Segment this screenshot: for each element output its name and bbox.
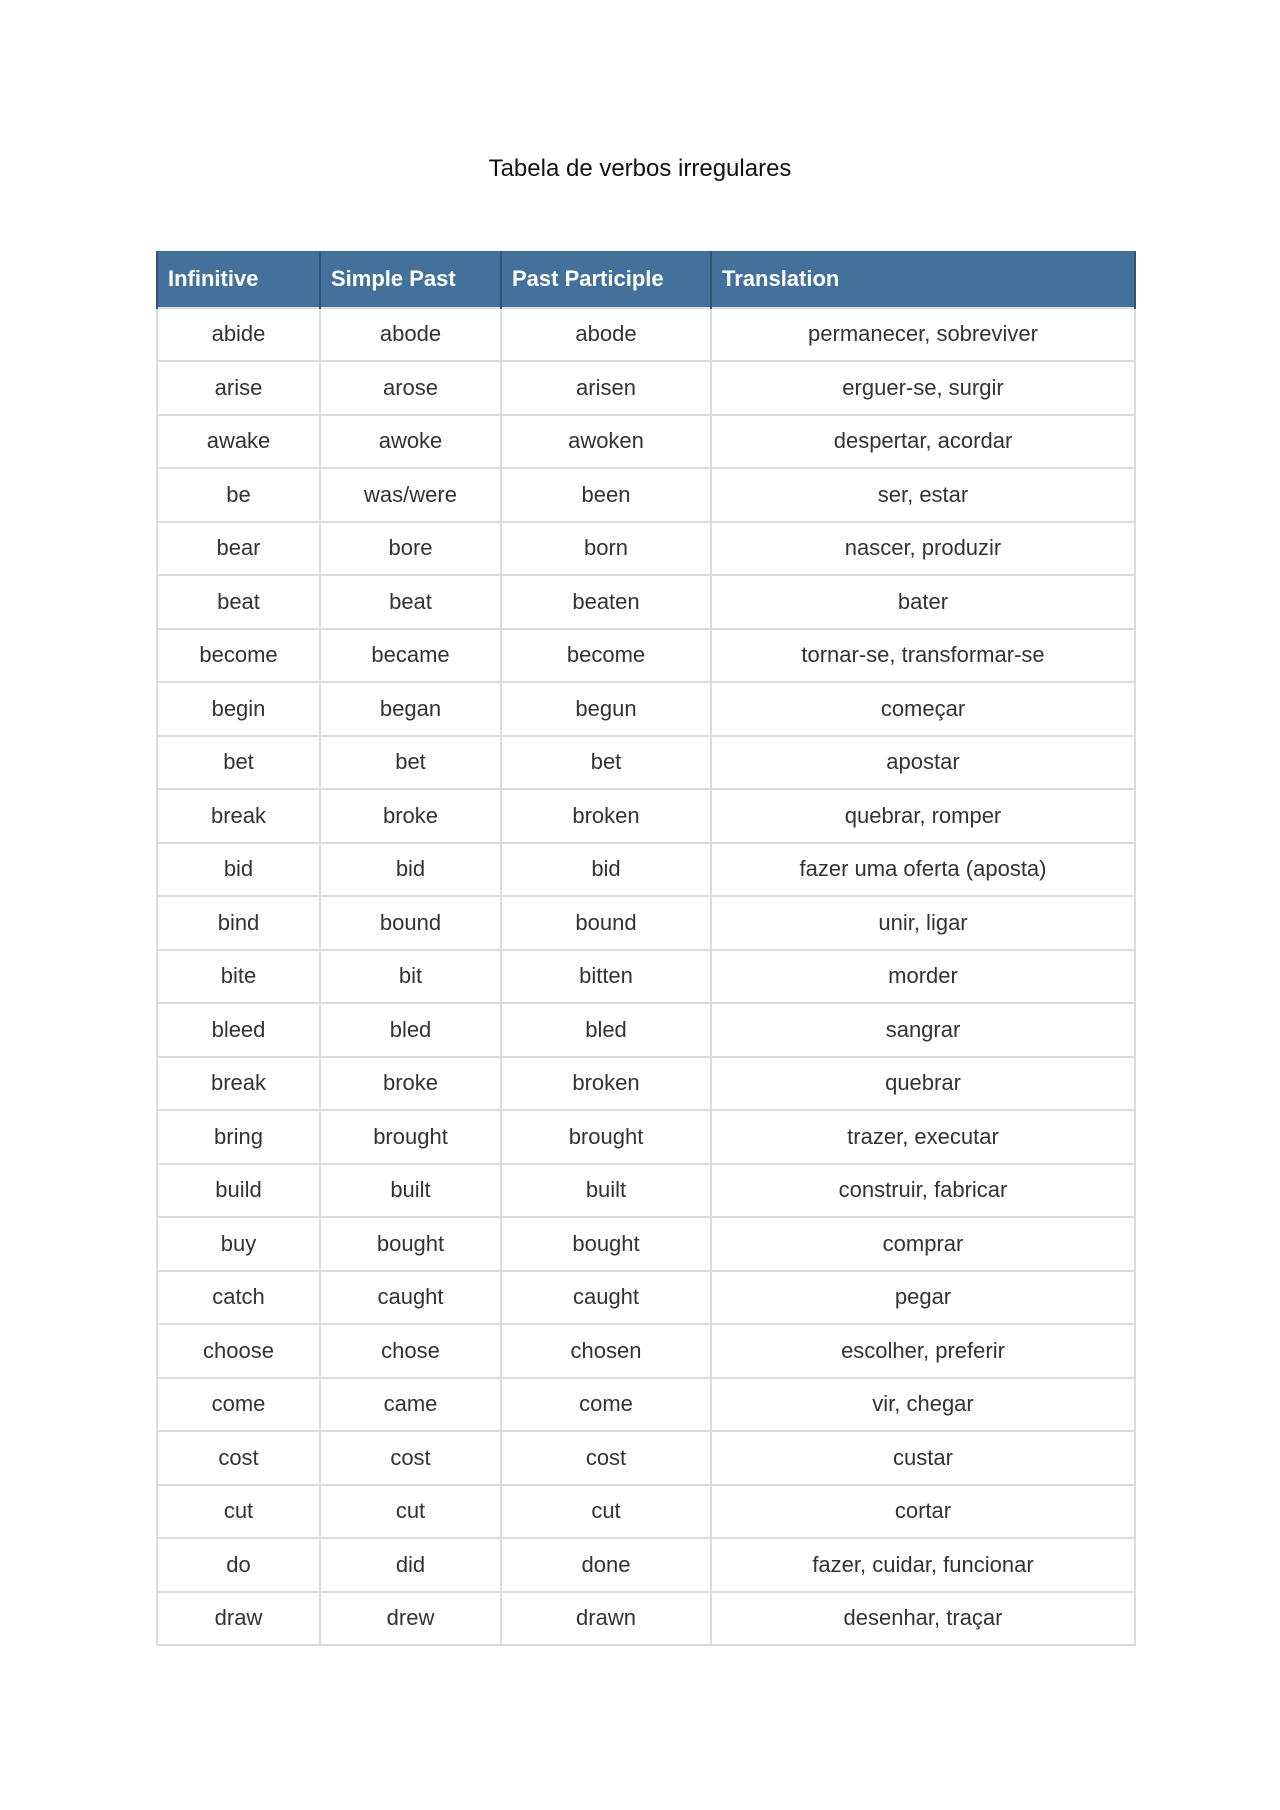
translation-cell: quebrar, romper <box>711 789 1135 843</box>
table-body <box>157 308 1135 1646</box>
simple-past-cell: became <box>320 629 501 683</box>
translation-cell: morder <box>711 950 1135 1004</box>
table-row <box>157 896 1135 950</box>
simple-past-cell: came <box>320 1378 501 1432</box>
table-row <box>157 1592 1135 1646</box>
past-participle-cell: begun <box>501 682 711 736</box>
translation-cell: escolher, preferir <box>711 1324 1135 1378</box>
simple-past-cell: broke <box>320 789 501 843</box>
simple-past-cell: built <box>320 1164 501 1218</box>
simple-past-cell: bit <box>320 950 501 1004</box>
infinitive-cell: do <box>157 1538 320 1592</box>
past-participle-cell: bitten <box>501 950 711 1004</box>
translation-cell: permanecer, sobreviver <box>711 308 1135 362</box>
infinitive-cell: bleed <box>157 1003 320 1057</box>
translation-cell: sangrar <box>711 1003 1135 1057</box>
infinitive-cell: bind <box>157 896 320 950</box>
infinitive-cell: abide <box>157 308 320 362</box>
infinitive-cell: bid <box>157 843 320 897</box>
table-row <box>157 950 1135 1004</box>
translation-cell: custar <box>711 1431 1135 1485</box>
simple-past-cell: was/were <box>320 468 501 522</box>
infinitive-cell: draw <box>157 1592 320 1646</box>
past-participle-cell: done <box>501 1538 711 1592</box>
table-header-row <box>157 252 1135 308</box>
table-row <box>157 1164 1135 1218</box>
translation-cell: fazer, cuidar, funcionar <box>711 1538 1135 1592</box>
past-participle-cell: come <box>501 1378 711 1432</box>
column-header-past-participle: Past Participle <box>501 252 711 308</box>
infinitive-cell: build <box>157 1164 320 1218</box>
simple-past-cell: bid <box>320 843 501 897</box>
past-participle-cell: bet <box>501 736 711 790</box>
translation-cell: apostar <box>711 736 1135 790</box>
infinitive-cell: break <box>157 789 320 843</box>
table-row <box>157 789 1135 843</box>
past-participle-cell: arisen <box>501 361 711 415</box>
column-header-infinitive: Infinitive <box>157 252 320 308</box>
past-participle-cell: broken <box>501 789 711 843</box>
translation-cell: construir, fabricar <box>711 1164 1135 1218</box>
table-row <box>157 1485 1135 1539</box>
infinitive-cell: bear <box>157 522 320 576</box>
table-row <box>157 361 1135 415</box>
past-participle-cell: awoken <box>501 415 711 469</box>
infinitive-cell: catch <box>157 1271 320 1325</box>
simple-past-cell: cut <box>320 1485 501 1539</box>
simple-past-cell: brought <box>320 1110 501 1164</box>
past-participle-cell: bought <box>501 1217 711 1271</box>
translation-cell: cortar <box>711 1485 1135 1539</box>
infinitive-cell: bite <box>157 950 320 1004</box>
simple-past-cell: arose <box>320 361 501 415</box>
past-participle-cell: born <box>501 522 711 576</box>
past-participle-cell: built <box>501 1164 711 1218</box>
verb-table <box>156 251 1136 1646</box>
simple-past-cell: bound <box>320 896 501 950</box>
infinitive-cell: cut <box>157 1485 320 1539</box>
infinitive-cell: cost <box>157 1431 320 1485</box>
simple-past-cell: bought <box>320 1217 501 1271</box>
table-row <box>157 1217 1135 1271</box>
infinitive-cell: beat <box>157 575 320 629</box>
table-row <box>157 1057 1135 1111</box>
translation-cell: erguer-se, surgir <box>711 361 1135 415</box>
translation-cell: nascer, produzir <box>711 522 1135 576</box>
table-row <box>157 1538 1135 1592</box>
translation-cell: vir, chegar <box>711 1378 1135 1432</box>
past-participle-cell: broken <box>501 1057 711 1111</box>
translation-cell: pegar <box>711 1271 1135 1325</box>
translation-cell: despertar, acordar <box>711 415 1135 469</box>
table-row <box>157 415 1135 469</box>
table-row <box>157 682 1135 736</box>
page-title: Tabela de verbos irregulares <box>488 155 792 182</box>
translation-cell: bater <box>711 575 1135 629</box>
past-participle-cell: cut <box>501 1485 711 1539</box>
translation-cell: desenhar, traçar <box>711 1592 1135 1646</box>
simple-past-cell: bore <box>320 522 501 576</box>
translation-cell: quebrar <box>711 1057 1135 1111</box>
simple-past-cell: cost <box>320 1431 501 1485</box>
table-row <box>157 1110 1135 1164</box>
past-participle-cell: cost <box>501 1431 711 1485</box>
infinitive-cell: bet <box>157 736 320 790</box>
past-participle-cell: become <box>501 629 711 683</box>
past-participle-cell: brought <box>501 1110 711 1164</box>
table-row <box>157 468 1135 522</box>
translation-cell: fazer uma oferta (aposta) <box>711 843 1135 897</box>
infinitive-cell: become <box>157 629 320 683</box>
past-participle-cell: beaten <box>501 575 711 629</box>
simple-past-cell: did <box>320 1538 501 1592</box>
translation-cell: ser, estar <box>711 468 1135 522</box>
past-participle-cell: bid <box>501 843 711 897</box>
simple-past-cell: caught <box>320 1271 501 1325</box>
column-header-simple-past: Simple Past <box>320 252 501 308</box>
simple-past-cell: broke <box>320 1057 501 1111</box>
table-row <box>157 1431 1135 1485</box>
infinitive-cell: awake <box>157 415 320 469</box>
column-header-translation: Translation <box>711 252 1135 308</box>
past-participle-cell: chosen <box>501 1324 711 1378</box>
infinitive-cell: begin <box>157 682 320 736</box>
past-participle-cell: bled <box>501 1003 711 1057</box>
simple-past-cell: awoke <box>320 415 501 469</box>
translation-cell: começar <box>711 682 1135 736</box>
table-row <box>157 1324 1135 1378</box>
infinitive-cell: choose <box>157 1324 320 1378</box>
simple-past-cell: chose <box>320 1324 501 1378</box>
translation-cell: unir, ligar <box>711 896 1135 950</box>
table-row <box>157 736 1135 790</box>
infinitive-cell: break <box>157 1057 320 1111</box>
translation-cell: comprar <box>711 1217 1135 1271</box>
infinitive-cell: be <box>157 468 320 522</box>
past-participle-cell: caught <box>501 1271 711 1325</box>
simple-past-cell: bet <box>320 736 501 790</box>
table-row <box>157 629 1135 683</box>
past-participle-cell: bound <box>501 896 711 950</box>
table-row <box>157 308 1135 362</box>
simple-past-cell: beat <box>320 575 501 629</box>
infinitive-cell: come <box>157 1378 320 1432</box>
simple-past-cell: bled <box>320 1003 501 1057</box>
infinitive-cell: bring <box>157 1110 320 1164</box>
table-row <box>157 1003 1135 1057</box>
simple-past-cell: drew <box>320 1592 501 1646</box>
table-row <box>157 575 1135 629</box>
simple-past-cell: abode <box>320 308 501 362</box>
past-participle-cell: drawn <box>501 1592 711 1646</box>
table-row <box>157 1378 1135 1432</box>
past-participle-cell: abode <box>501 308 711 362</box>
simple-past-cell: began <box>320 682 501 736</box>
infinitive-cell: arise <box>157 361 320 415</box>
table-row <box>157 843 1135 897</box>
table-row <box>157 522 1135 576</box>
past-participle-cell: been <box>501 468 711 522</box>
infinitive-cell: buy <box>157 1217 320 1271</box>
translation-cell: tornar-se, transformar-se <box>711 629 1135 683</box>
translation-cell: trazer, executar <box>711 1110 1135 1164</box>
table-row <box>157 1271 1135 1325</box>
